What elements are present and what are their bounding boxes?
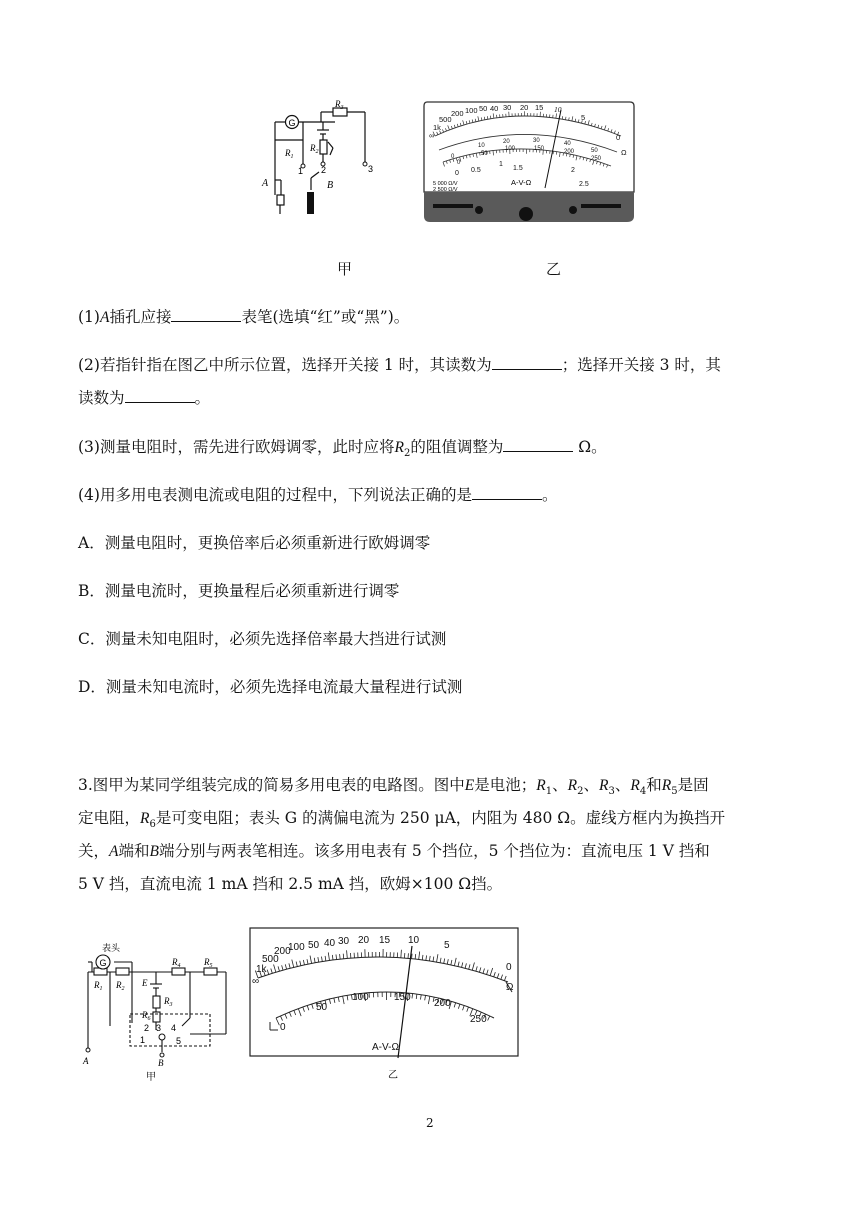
option-d[interactable]: D．测量未知电流时，必须先选择电流最大量程进行试测 <box>78 678 463 696</box>
galvanometer-label: G <box>99 958 107 968</box>
ohm-unit: Ω <box>621 148 627 157</box>
meter-model: A-V-Ω <box>511 178 532 187</box>
r3-label: $R_3$ <box>164 996 173 1008</box>
figure-1-circuit <box>255 100 380 220</box>
ohm-tick-1k: 1k <box>433 123 441 132</box>
ohm-tick-30: 30 <box>338 936 350 947</box>
meter-head-label: 表头 <box>102 943 121 953</box>
ac-2: 2 <box>571 167 575 174</box>
dc-b-0: 0 <box>457 160 461 166</box>
q2-part-4: (4)用多用电表测电流或电阻的过程中，下列说法正确的是 。 <box>78 486 558 504</box>
q2-part-2-line-1: (2)若指针指在图乙中所示位置，选择开关接 1 时，其读数为 ；选择开关接 3 时，其 <box>78 356 721 374</box>
ohm-tick-200: 200 <box>451 109 464 118</box>
scale-tick <box>340 954 341 959</box>
switch-pos-1: 1 <box>298 166 304 176</box>
answer-blank-5[interactable] <box>472 485 542 500</box>
dc-b-150: 150 <box>534 146 545 152</box>
ac-0: 0 <box>455 170 459 177</box>
ohm-tick-1k: 1k <box>256 964 267 975</box>
r1-label: $R_1$ <box>285 148 294 160</box>
dc-tick-50: 50 <box>316 1002 328 1013</box>
dc-a-40: 40 <box>564 141 571 147</box>
q3-line-4: 5 V 挡，直流电流 1 mA 挡和 2.5 mA 挡，欧姆×100 Ω挡。 <box>78 875 503 893</box>
r2-label: $R_2$ <box>116 980 125 992</box>
answer-blank-3[interactable] <box>125 388 195 403</box>
dc-b-250: 250 <box>591 156 602 162</box>
ohm-tick-40: 40 <box>490 104 499 113</box>
figure-2-caption-jia: 甲 <box>146 1072 156 1083</box>
switch-pos-2: 2 <box>321 165 327 175</box>
r2-label: $R_2$ <box>310 143 319 155</box>
r6-label: $R_6$ <box>142 1010 151 1022</box>
ohm-tick-40: 40 <box>324 938 336 949</box>
dc-a-0: 0 <box>451 154 455 160</box>
switch-pos-3: 3 <box>156 1023 162 1033</box>
ohm-tick-10: 10 <box>554 105 562 114</box>
ohm-tick-500: 500 <box>439 115 452 124</box>
ohm-tick-5: 5 <box>444 940 450 951</box>
ac-0-5: 0.5 <box>471 167 481 174</box>
dc-b-100: 100 <box>505 146 516 152</box>
dc-tick-0: 0 <box>280 1022 286 1033</box>
terminal-b-label: B <box>158 1058 164 1068</box>
switch-pos-2: 2 <box>144 1023 150 1033</box>
dc-a-20: 20 <box>503 139 510 145</box>
figure-2-caption-yi: 乙 <box>388 1070 398 1081</box>
galvanometer-label: G <box>288 118 296 128</box>
scale-tick <box>412 993 413 998</box>
ohm-tick-100: 100 <box>465 106 478 115</box>
ohm-tick-inf: ∞ <box>429 131 435 140</box>
ohm-unit: Ω <box>506 982 514 993</box>
switch-pos-3: 3 <box>368 164 374 174</box>
figure-2-meter <box>248 926 523 1086</box>
q2-part-3: (3)测量电阻时，需先进行欧姆调零，此时应将$R_2$的阻值调整为 Ω。 <box>78 438 607 460</box>
answer-blank-4[interactable] <box>503 437 573 452</box>
dc-a-10: 10 <box>478 143 485 149</box>
meter-model: A-V-Ω <box>372 1042 399 1053</box>
ohm-tick-15: 15 <box>379 935 391 946</box>
terminal-b-label: B <box>327 180 334 191</box>
option-a[interactable]: A．测量电阻时，更换倍率后必须重新进行欧姆调零 <box>78 534 431 552</box>
ohm-tick-20: 20 <box>520 103 529 112</box>
q3-line-1: 3.图甲为某同学组装完成的简易多用电表的电路图。图中E是电池；$R_1$、$R_2$、$R_3$、$R_4$和$R_5$是固 <box>78 776 709 798</box>
q2-part-2-line-2: 读数为 。 <box>78 389 211 407</box>
option-c[interactable]: C．测量未知电阻时，必须先选择倍率最大挡进行试测 <box>78 630 447 648</box>
r5-label: $R_5$ <box>204 957 213 969</box>
ohm-tick-10: 10 <box>408 935 420 946</box>
terminal-a-label: A <box>83 1056 89 1066</box>
scale-tick <box>401 950 402 958</box>
battery-label: E <box>142 978 148 988</box>
page-number: 2 <box>426 1116 434 1130</box>
ohm-tick-50: 50 <box>479 104 488 113</box>
dc-tick-200: 200 <box>434 998 451 1009</box>
ac-2-5: 2.5 <box>579 181 589 188</box>
dc-tick-100: 100 <box>352 992 369 1003</box>
ohm-tick-5: 5 <box>581 113 586 122</box>
ohm-tick-200: 200 <box>274 946 291 957</box>
answer-blank-2[interactable] <box>492 355 562 370</box>
scale-tick <box>415 954 416 959</box>
ac-1: 1 <box>499 161 503 168</box>
r1-label: $R_1$ <box>94 980 103 992</box>
r4-label: $R_4$ <box>172 957 181 969</box>
ohm-tick-0: 0 <box>616 133 621 142</box>
meter-spec-2: 2 500 Ω/V <box>433 187 458 193</box>
q3-line-3: 关，A端和B端分别与两表笔相连。该多用电表有 5 个挡位，5 个挡位为：直流电压 1 V 挡和 <box>78 842 710 860</box>
figure-2-circuit <box>80 938 240 1088</box>
ohm-tick-0: 0 <box>506 962 512 973</box>
switch-pos-1: 1 <box>140 1035 146 1045</box>
dc-b-200: 200 <box>564 149 575 155</box>
terminal-a-label: A <box>262 178 269 189</box>
ohm-tick-inf: ∞ <box>252 976 260 987</box>
option-b[interactable]: B．测量电流时，更换量程后必须重新进行调零 <box>78 582 400 600</box>
answer-blank-1[interactable] <box>171 307 241 322</box>
switch-pos-4: 4 <box>171 1023 177 1033</box>
figure-1-caption-yi: 乙 <box>546 260 562 278</box>
ohm-tick-30: 30 <box>503 103 512 112</box>
ohm-tick-500: 500 <box>262 954 279 965</box>
dc-b-50: 50 <box>481 151 488 157</box>
ohm-tick-50: 50 <box>308 940 320 951</box>
r3-label: $R_3$ <box>335 100 344 111</box>
q2-part-1: (1)A插孔应接 表笔(选填“红”或“黑”)。 <box>78 308 410 326</box>
ohm-tick-15: 15 <box>535 103 544 112</box>
q3-line-2: 定电阻，$R_6$是可变电阻；表头 G 的满偏电流为 250 μA，内阻为 480 Ω。虚线方框内为换挡开 <box>78 809 726 831</box>
ac-1-5: 1.5 <box>513 165 523 172</box>
dc-tick-250: 250 <box>470 1014 487 1025</box>
meter-spec-1: 5 000 Ω/V <box>433 181 458 187</box>
ohm-tick-100: 100 <box>288 942 305 953</box>
switch-pos-5: 5 <box>176 1036 182 1046</box>
dc-tick-150: 150 <box>394 992 411 1003</box>
dc-a-50: 50 <box>591 148 598 154</box>
figure-1-caption-jia: 甲 <box>337 260 353 278</box>
dc-a-30: 30 <box>533 138 540 144</box>
figure-1-meter <box>421 100 636 225</box>
ohm-tick-20: 20 <box>358 935 370 946</box>
